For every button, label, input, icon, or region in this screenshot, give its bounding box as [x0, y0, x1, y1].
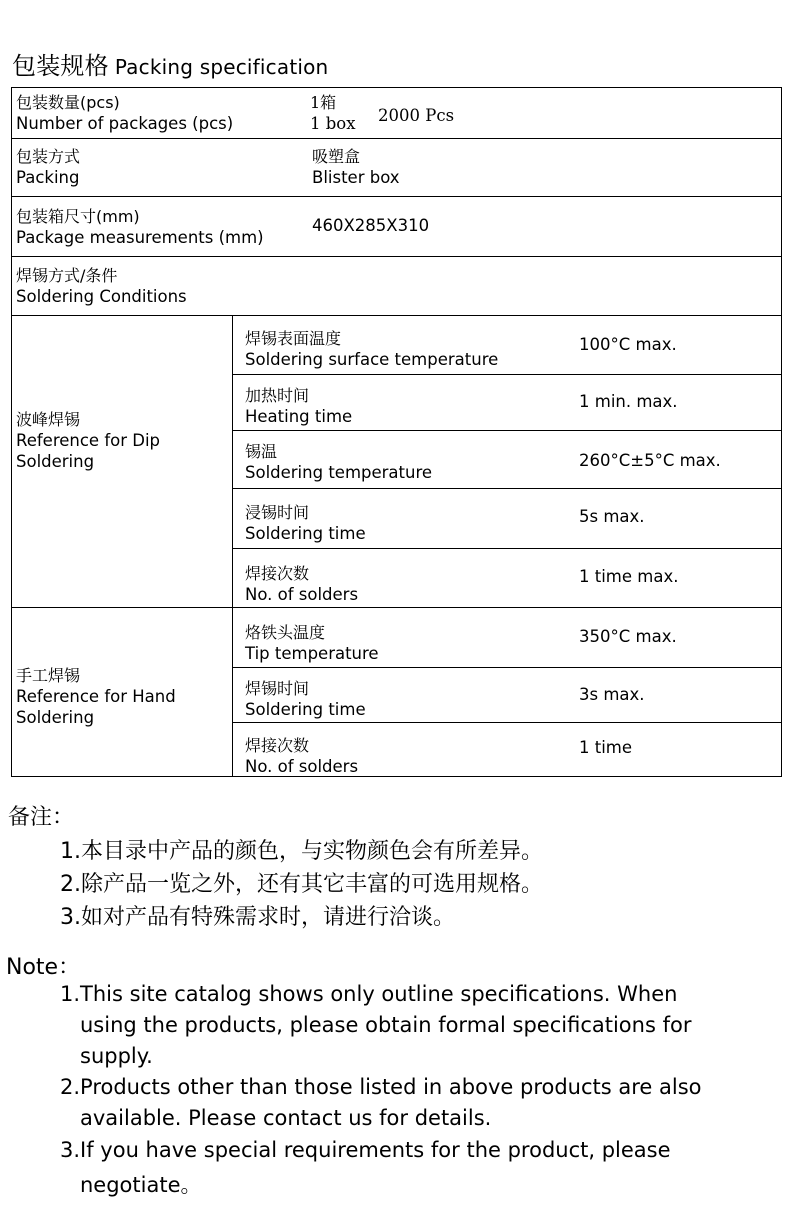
hand-value-2: 3s max.	[579, 685, 645, 704]
dip-item-4: 浸锡时间 Soldering time	[245, 503, 366, 543]
note-en-3b: negotiate。	[80, 1173, 202, 1197]
note-en-1a: 1.This site catalog shows only outline specifications. When	[60, 982, 678, 1006]
dip-value-5: 1 time max.	[579, 567, 679, 586]
measure-label: 包装箱尺寸(mm) Package measurements (mm)	[16, 207, 264, 247]
note-en-1c: supply.	[80, 1044, 153, 1068]
remark-cn-1: 1.本目录中产品的颜色，与实物颜色会有所差异。	[60, 839, 543, 864]
remark-cn-2: 2.除产品一览之外，还有其它丰富的可选用规格。	[60, 872, 543, 897]
title-en: Packing specification	[114, 55, 329, 79]
dip-value-3: 260°C±5°C max.	[579, 451, 721, 470]
dip-item-1: 焊锡表面温度 Soldering surface temperature	[245, 329, 499, 369]
dip-value-2-clip	[579, 384, 769, 409]
dip-group-label: 波峰焊锡 Reference for Dip Soldering	[16, 410, 161, 471]
hand-group-label: 手工焊锡 Reference for Hand Soldering	[16, 666, 176, 727]
measure-value: 460X285X310	[312, 216, 430, 235]
dip-value-2: 1 min. max.	[579, 392, 678, 409]
note-en-1b: using the products, please obtain formal specifications for	[80, 1013, 692, 1037]
dip-value-1: 100°C max.	[579, 335, 677, 354]
hand-item-2: 焊锡时间 Soldering time	[245, 679, 366, 719]
packages-qty: 2000 Pcs	[378, 106, 455, 125]
conditions-label: 焊锡方式/条件 Soldering Conditions	[16, 266, 187, 306]
title-cn: 包装规格	[12, 52, 109, 80]
hand-value-3: 1 time	[579, 738, 633, 757]
dip-value-4: 5s max.	[579, 507, 645, 526]
remarks-cn-heading: 备注：	[8, 805, 75, 830]
hand-value-1: 350°C max.	[579, 627, 677, 646]
packing-label: 包装方式 Packing	[16, 147, 81, 187]
notes-en-heading: Note：	[6, 955, 81, 980]
dip-item-2: 加热时间 Heating time	[245, 386, 353, 426]
note-en-2b: available. Please contact us for details.	[80, 1106, 492, 1130]
dip-item-3: 锡温 Soldering temperature	[245, 442, 433, 482]
note-en-3a: 3.If you have special requirements for the product, please	[60, 1138, 671, 1162]
packages-label: 包装数量(pcs) Number of packages (pcs)	[16, 93, 234, 133]
dip-item-5: 焊接次数 No. of solders	[245, 564, 359, 604]
packing-value: 吸塑盒 Blister box	[312, 147, 400, 187]
hand-item-3: 焊接次数 No. of solders	[245, 736, 359, 776]
hand-item-1: 烙铁头温度 Tip temperature	[245, 623, 379, 663]
page-title	[12, 46, 328, 81]
note-en-2a: 2.Products other than those listed in above products are also	[60, 1075, 702, 1099]
remark-cn-3: 3.如对产品有特殊需求时，请进行洽谈。	[60, 905, 455, 930]
packages-value: 1箱 1 box	[310, 93, 356, 133]
